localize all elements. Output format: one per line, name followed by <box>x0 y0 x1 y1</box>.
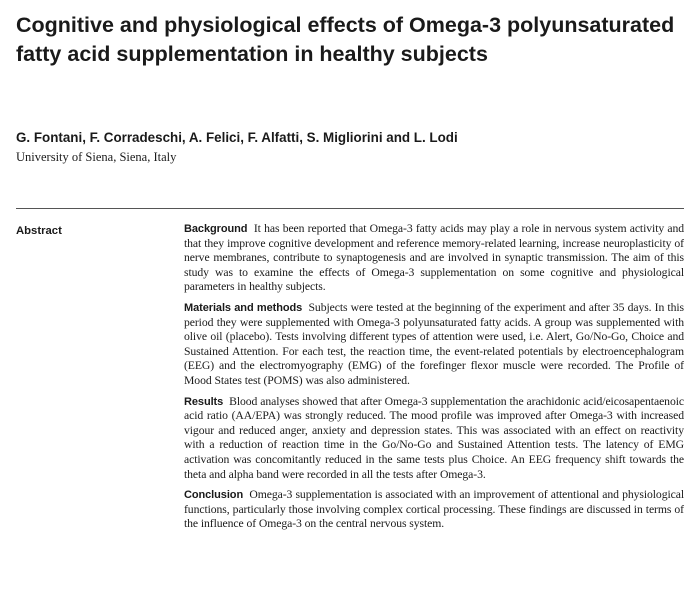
section-heading-results: Results <box>184 395 224 408</box>
section-text-results: Blood analyses showed that after Omega-3 supplementation the arachidonic acid/eicosapentaenoic acid ratio (AA/EPA) was strongly reduced. The mood profile was improved after Omega-3 with increased vigour and reduced anger, anxiety and depression states. This was associated with an effect on reactivity with a reduction of reaction time in the Go/No-Go and Sustained Attention tests. The latency of EMG activation was concomitantly reduced in the same tests plus Choice. An EEG frequency shift towards the theta and alpha band were recorded in all the tests after Omega-3. <box>184 394 684 481</box>
section-heading-conclusion: Conclusion <box>184 489 244 502</box>
section-heading-background: Background <box>184 223 248 235</box>
abstract-label: Abstract <box>16 225 62 237</box>
abstract-results <box>184 395 684 483</box>
section-text-materials-methods: Subjects were tested at the beginning of the experiment and after 35 days. In this period they were supplemented with Omega-3 polyunsaturated fatty acids. A group was supplemented with olive oil (placebo). Tests involving different types of attention were used, i.e. Alert, Go/No-Go, Choice and Sustained Attention. For each test, the reaction time, the event-related potentials by electroencephalogram (EEG) and the electromyography (EMG) of the forefinger flexor muscle were recorded. The Profile of Mood States test (POMS) was also administered. <box>184 300 684 387</box>
abstract-body <box>184 222 684 538</box>
section-text-conclusion: Omega-3 supplementation is associated with an improvement of attentional and physiological functions, particularly those involving complex cortical processing. These findings are discussed in terms of the influence of Omega-3 on the central nervous system. <box>184 488 685 531</box>
author-affiliation: University of Siena, Siena, Italy <box>16 150 177 164</box>
author-list: G. Fontani, F. Corradeschi, A. Felici, F. Alfatti, S. Migliorini and L. Lodi <box>16 130 458 145</box>
abstract-materials-methods <box>184 301 684 389</box>
section-heading-materials-methods: Materials and methods <box>184 301 303 314</box>
abstract-conclusion <box>184 488 684 532</box>
section-text-background: It has been reported that Omega-3 fatty acids may play a role in nervous system activity and that they improve cognitive development and reference memory-related learning, increase neuroplasticity of nerve membranes, contribute to synaptogenesis and are involved in synaptic transmission. The aim of this study was to examine the effects of Omega-3 supplementation on some cognitive and physiological parameters in healthy subjects. <box>184 222 685 294</box>
section-divider <box>16 208 684 209</box>
abstract-background <box>184 222 684 295</box>
article-title: Cognitive and physiological effects of Omega-3 polyunsaturated fatty acid supplementation in healthy subjects <box>16 13 675 66</box>
